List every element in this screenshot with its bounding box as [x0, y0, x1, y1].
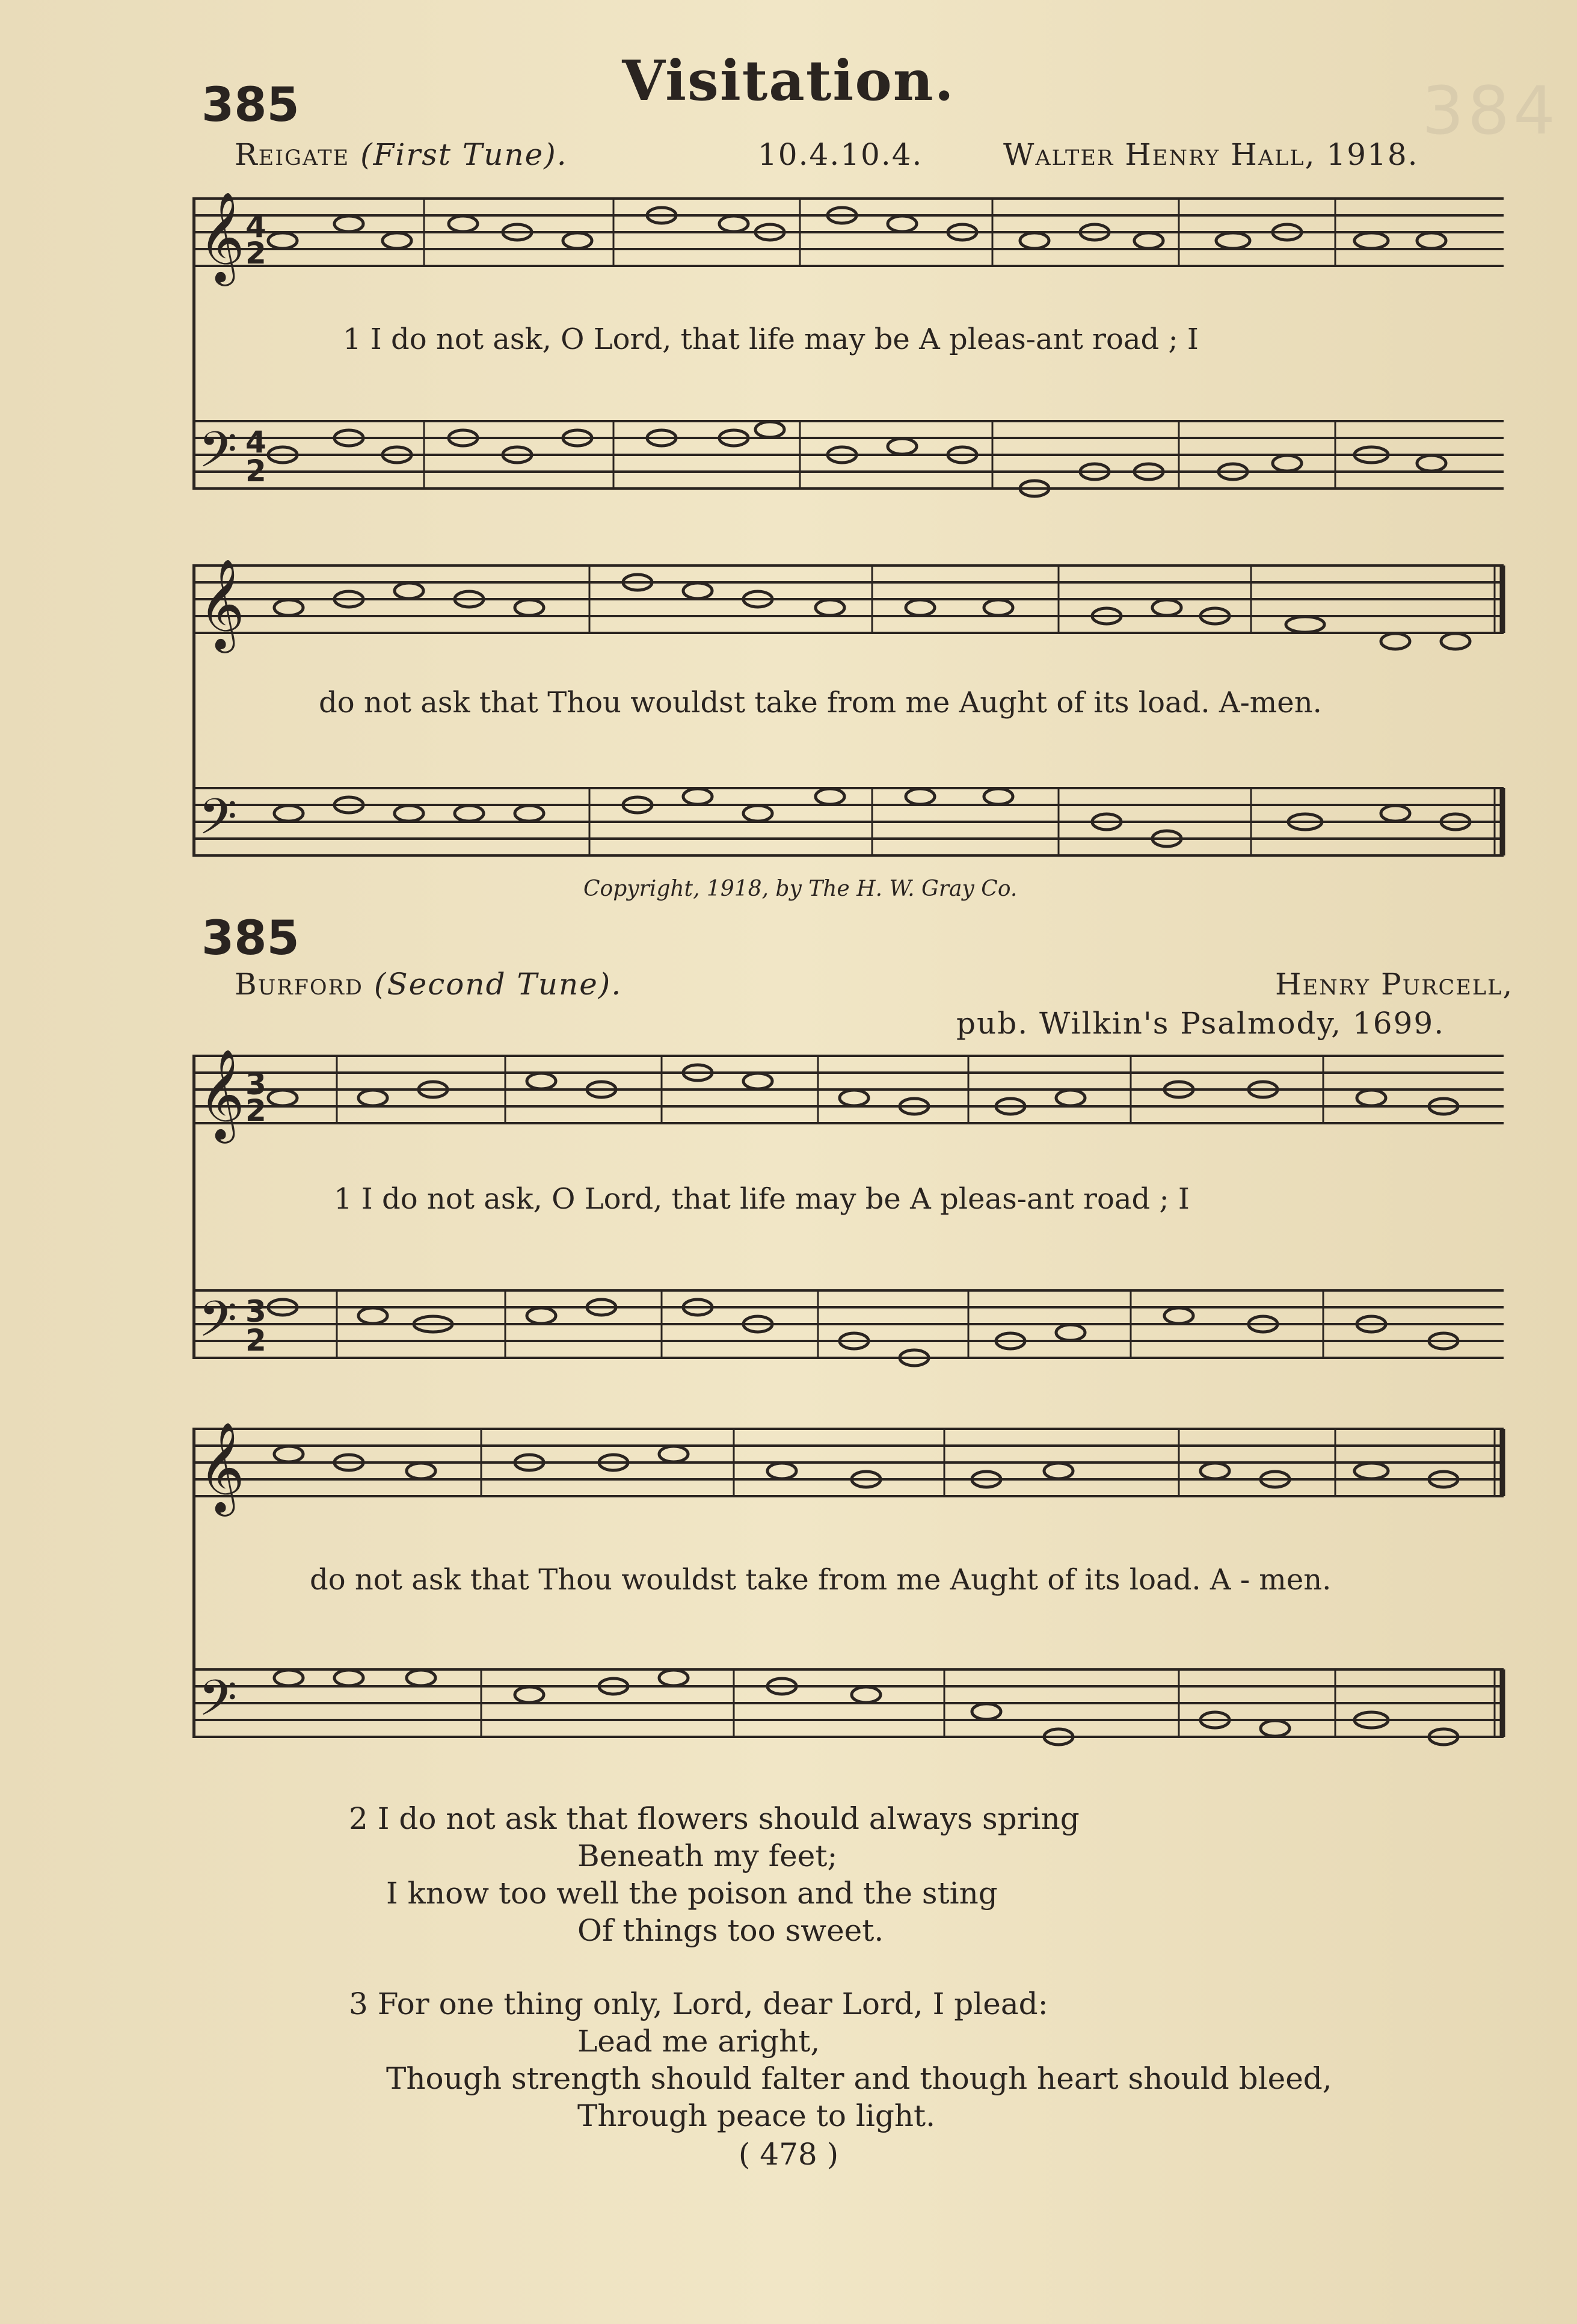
svg-text:2: 2: [245, 1323, 266, 1358]
verse-number: 2: [349, 1801, 368, 1836]
tune1-lyrics-line1: 1 I do not ask, O Lord, that life may be A pleas-ant road ; I: [343, 322, 1199, 356]
svg-text:2: 2: [245, 454, 266, 489]
verse-line: Through peace to light.: [577, 2098, 936, 2133]
tune2-subtitle: (Second Tune).: [374, 967, 622, 1002]
hymn-number-tune2: 385: [201, 911, 300, 966]
tune2-composer: Henry Purcell,: [1275, 967, 1514, 1002]
verse-line: Beneath my feet;: [577, 1839, 838, 1873]
verse-line: I know too well the poison and the sting: [386, 1876, 998, 1911]
svg-text:𝄞: 𝄞: [198, 1421, 245, 1512]
tune1-lyrics-line2: do not ask that Thou wouldst take from me Aught of its load. A-men.: [319, 686, 1322, 720]
svg-text:𝄞: 𝄞: [198, 193, 245, 282]
svg-text:𝄞: 𝄞: [198, 558, 245, 649]
verse-line: 2 I do not ask that flowers should always spring: [349, 1801, 1080, 1836]
svg-text:4: 4: [245, 209, 266, 244]
svg-text:𝄞: 𝄞: [198, 1050, 245, 1139]
tune2-name-line: [235, 967, 622, 1002]
tune1-name: Reigate: [235, 137, 350, 172]
svg-text:𝄢: 𝄢: [198, 788, 238, 858]
tune2-lyrics-line2: do not ask that Thou wouldst take from me Aught of its load. A - men.: [310, 1563, 1332, 1597]
tune1-music-score: [192, 193, 1516, 878]
tune1-subtitle: (First Tune).: [360, 137, 568, 172]
svg-text:𝄢: 𝄢: [198, 1290, 238, 1360]
tune2-music-score: [192, 1050, 1516, 1796]
svg-text:𝄢: 𝄢: [198, 1669, 238, 1739]
verse-line: Of things too sweet.: [577, 1913, 884, 1948]
svg-text:3: 3: [245, 1294, 266, 1329]
tune2-publication: pub. Wilkin's Psalmody, 1699.: [956, 1006, 1445, 1041]
svg-text:𝄢: 𝄢: [198, 421, 238, 491]
verse-2: [349, 1800, 1080, 1949]
svg-text:2: 2: [245, 1093, 266, 1128]
tune2-lyrics-line1: 1 I do not ask, O Lord, that life may be A pleas-ant road ; I: [334, 1182, 1190, 1216]
svg-text:4: 4: [245, 425, 266, 460]
verse-number: 3: [349, 1986, 368, 2021]
section-title: Visitation.: [622, 48, 955, 113]
tune1-composer: Walter Henry Hall, 1918.: [1003, 137, 1419, 172]
tune1-name-line: [235, 137, 568, 172]
tune1-copyright: Copyright, 1918, by The H. W. Gray Co.: [583, 877, 1018, 901]
page-number: ( 478 ): [738, 2137, 839, 2172]
tune2-name: Burford: [235, 967, 363, 1002]
svg-text:3: 3: [245, 1067, 266, 1102]
bleed-through-number: 384: [1422, 72, 1559, 149]
verse-line: 3 For one thing only, Lord, dear Lord, I plead:: [349, 1986, 1048, 2021]
hymn-number-tune1: 385: [201, 78, 300, 132]
verse-line: Lead me aright,: [577, 2024, 820, 2059]
verse-line: Though strength should falter and though heart should bleed,: [386, 2061, 1332, 2096]
verse-3: [349, 1985, 1332, 2134]
tune1-meter: 10.4.10.4.: [758, 137, 923, 172]
svg-text:2: 2: [245, 236, 266, 271]
